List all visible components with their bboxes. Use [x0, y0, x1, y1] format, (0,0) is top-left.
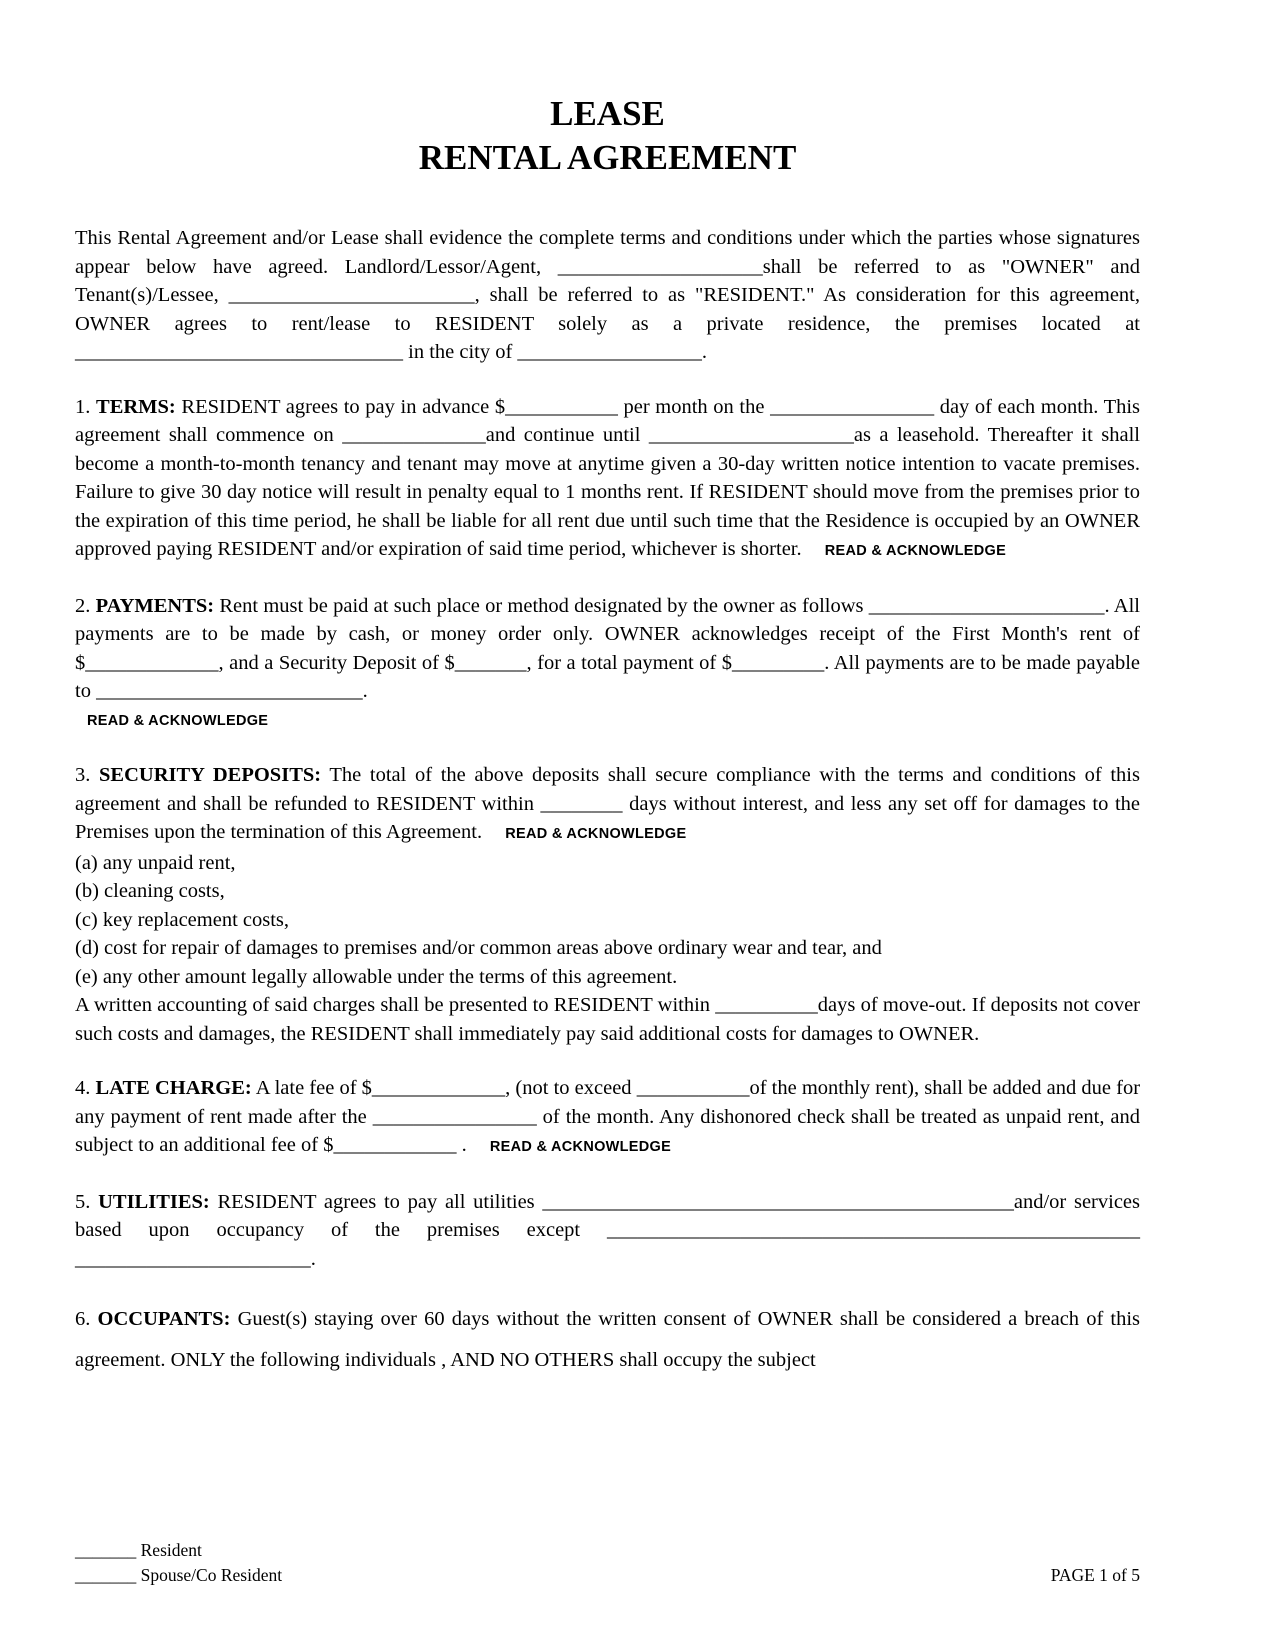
section-late-charge-heading: LATE CHARGE: [95, 1077, 252, 1099]
section-terms-body: RESIDENT agrees to pay in advance $___________ per month on the ________________ day of each month. This agreement shall commence on ______________and continue until ____________________as a leasehold. Thereafter it shall become a month-to-month tenancy and tenant may move at anytime given a 30-day written notice intention to vacate premises. Failure to give 30 day notice will result in penalty equal to 1 months rent. If RESIDENT should move from the premises prior to the expiration of this time period, he shall be liable for all rent due until such time that the Residence is occupied by an OWNER approved paying RESIDENT and/or expiration of said time period, whichever is shorter. [75, 395, 1141, 560]
section-payments-body: Rent must be paid at such place or method designated by the owner as follows _______________________. All payments are to be made by cash, or money order only. OWNER acknowledges receipt of the First Month's rent of $_____________, and a Security Deposit of $_______, for a total payment of $_________. All payments are to be made payable to __________________________. [75, 594, 1140, 702]
section-security-deposits [75, 761, 1140, 849]
section-late-charge-number: 4. [75, 1077, 91, 1099]
title-line-2: RENTAL AGREEMENT [418, 138, 797, 177]
section-security-deposits-body: The total of the above deposits shall secure compliance with the terms and conditions of this agreement and shall be refunded to RESIDENT within ________ days without interest, and less any set off for damages to the Premises upon the termination of this Agreement. [75, 764, 1140, 843]
page-footer [75, 1538, 1140, 1588]
intro-paragraph: This Rental Agreement and/or Lease shall evidence the complete terms and conditions under which the parties whose signatures appear below have agreed. Landlord/Lessor/Agent, ____________________shall be referred to as "OWNER" and Tenant(s)/Lessee, ________________________, shall be referred to as "RESIDENT." As consideration for this agreement, OWNER agrees to rent/lease to RESIDENT solely as a private residence, the premises located at ________________________________ in the city of __________________. [75, 227, 1140, 363]
section-occupants-number: 6. [75, 1308, 91, 1330]
spouse-co-resident-initial-line: _______ Spouse/Co Resident [75, 1565, 283, 1585]
deduction-item-d: (d) cost for repair of damages to premises and/or common areas above ordinary wear and tear, and [75, 937, 882, 959]
deduction-item-a: (a) any unpaid rent, [75, 851, 236, 874]
read-acknowledge-label: READ & ACKNOWLEDGE [824, 543, 1007, 559]
read-acknowledge-label: READ & ACKNOWLEDGE [489, 1139, 672, 1155]
section-payments-number: 2. [75, 594, 91, 617]
section-utilities-number: 5. [75, 1190, 91, 1213]
deduction-item-e: (e) any other amount legally allowable under the terms of this agreement. [75, 965, 678, 988]
title-line-1: LEASE [550, 94, 665, 133]
section-occupants-body: Guest(s) staying over 60 days without the written consent of OWNER shall be considered a breach of this agreement. ONLY the following individuals , AND NO OTHERS shall occupy the subject [75, 1308, 1141, 1371]
section-terms-heading: TERMS: [96, 395, 176, 418]
resident-initial-line: _______ Resident [75, 1540, 202, 1560]
deduction-item-c: (c) key replacement costs, [75, 908, 290, 931]
section-utilities-heading: UTILITIES: [98, 1190, 210, 1213]
deduction-item-b: (b) cleaning costs, [75, 880, 225, 902]
section-utilities-body: RESIDENT agrees to pay all utilities ______________________________________________and/or services based upon occupancy of the premises except ____________________________________________________ _______________________. [75, 1190, 1140, 1270]
read-acknowledge-label: READ & ACKNOWLEDGE [505, 826, 687, 842]
section-security-deposits-accounting: A written accounting of said charges shall be presented to RESIDENT within __________days of move-out. If deposits not cover such costs and damages, the RESIDENT shall immediately pay said additional costs for damages to OWNER. [75, 994, 1140, 1045]
read-acknowledge-label: READ & ACKNOWLEDGE [87, 712, 269, 729]
section-payments [75, 592, 1140, 736]
section-occupants-heading: OCCUPANTS: [97, 1308, 231, 1330]
page-number-label: PAGE 1 of 5 [1050, 1565, 1140, 1585]
section-terms-number: 1. [75, 395, 91, 418]
section-security-deposits-number: 3. [75, 764, 91, 786]
section-security-deposits-heading: SECURITY DEPOSITS: [99, 764, 322, 786]
section-terms [75, 393, 1140, 566]
section-occupants [75, 1299, 1140, 1381]
document-title [75, 92, 1140, 180]
footer-initial-lines [75, 1538, 282, 1588]
section-late-charge-body: A late fee of $_____________, (not to exceed ___________of the monthly rent), shall be added and due for any payment of rent made after the ________________ of the month. Any dishonored check shall be treated as unpaid rent, and subject to an additional fee of $____________ . [75, 1077, 1141, 1156]
section-payments-heading: PAYMENTS: [95, 594, 215, 617]
section-utilities [75, 1188, 1140, 1274]
section-late-charge [75, 1074, 1140, 1162]
